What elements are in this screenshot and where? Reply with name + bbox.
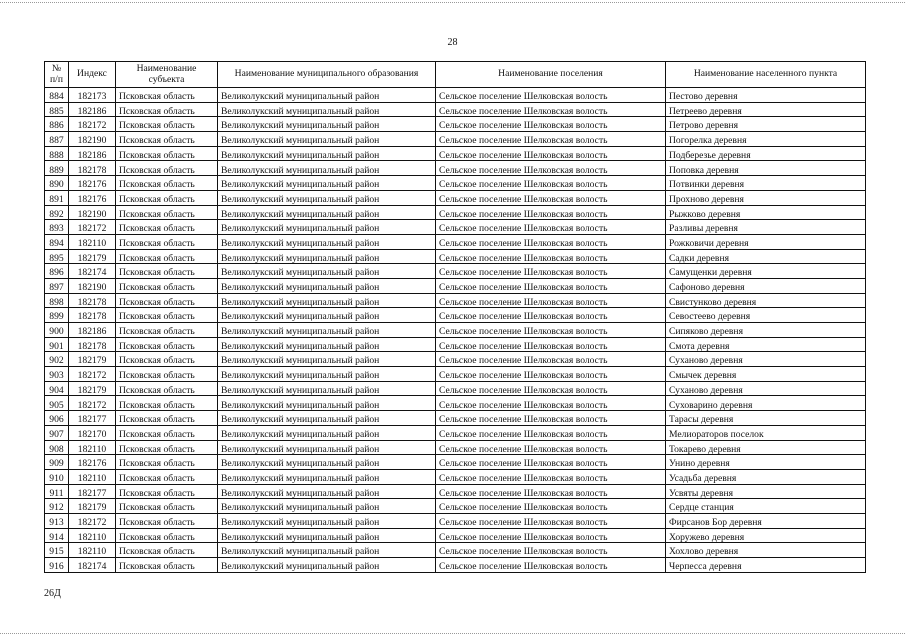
cell-num: 886 (45, 117, 69, 132)
cell-num: 913 (45, 513, 69, 528)
cell-subject: Псковская область (116, 293, 218, 308)
cell-subject: Псковская область (116, 425, 218, 440)
cell-municipality: Великолукский муниципальный район (218, 278, 436, 293)
cell-index: 182178 (69, 308, 116, 323)
cell-settlement: Сельское поселение Шелковская волость (436, 176, 666, 191)
cell-locality: Сердце станция (666, 499, 866, 514)
cell-num: 909 (45, 455, 69, 470)
cell-municipality: Великолукский муниципальный район (218, 352, 436, 367)
cell-settlement: Сельское поселение Шелковская волость (436, 205, 666, 220)
cell-locality: Погорелка деревня (666, 132, 866, 147)
cell-locality: Рожковичи деревня (666, 234, 866, 249)
cell-num: 893 (45, 220, 69, 235)
scan-edge-bottom (0, 633, 905, 634)
cell-num: 908 (45, 440, 69, 455)
cell-settlement: Сельское поселение Шелковская волость (436, 425, 666, 440)
cell-index: 182176 (69, 455, 116, 470)
cell-subject: Псковская область (116, 323, 218, 338)
cell-subject: Псковская область (116, 161, 218, 176)
cell-locality: Самущенки деревня (666, 264, 866, 279)
cell-num: 906 (45, 411, 69, 426)
table-row (45, 249, 866, 264)
cell-locality: Севостеево деревня (666, 308, 866, 323)
cell-index: 182172 (69, 117, 116, 132)
cell-locality: Суховарино деревня (666, 396, 866, 411)
cell-subject: Псковская область (116, 220, 218, 235)
table-row (45, 308, 866, 323)
cell-locality: Поповка деревня (666, 161, 866, 176)
settlements-table (44, 61, 866, 573)
cell-settlement: Сельское поселение Шелковская волость (436, 234, 666, 249)
cell-municipality: Великолукский муниципальный район (218, 220, 436, 235)
cell-municipality: Великолукский муниципальный район (218, 264, 436, 279)
table-row (45, 528, 866, 543)
cell-locality: Хоружево деревня (666, 528, 866, 543)
table-row (45, 190, 866, 205)
cell-index: 182179 (69, 249, 116, 264)
cell-municipality: Великолукский муниципальный район (218, 308, 436, 323)
cell-index: 182186 (69, 323, 116, 338)
cell-index: 182176 (69, 190, 116, 205)
table-header-row (45, 62, 866, 88)
table-row (45, 367, 866, 382)
cell-locality: Сипяково деревня (666, 323, 866, 338)
cell-settlement: Сельское поселение Шелковская волость (436, 455, 666, 470)
cell-locality: Смычек деревня (666, 367, 866, 382)
cell-index: 182174 (69, 558, 116, 573)
cell-settlement: Сельское поселение Шелковская волость (436, 146, 666, 161)
cell-municipality: Великолукский муниципальный район (218, 513, 436, 528)
table-row (45, 234, 866, 249)
cell-num: 905 (45, 396, 69, 411)
cell-locality: Фирсанов Бор деревня (666, 513, 866, 528)
table-row (45, 425, 866, 440)
cell-num: 896 (45, 264, 69, 279)
cell-subject: Псковская область (116, 367, 218, 382)
cell-locality: Разливы деревня (666, 220, 866, 235)
header-locality: Наименование населенного пункта (666, 62, 866, 88)
cell-index: 182177 (69, 411, 116, 426)
cell-subject: Псковская область (116, 543, 218, 558)
cell-num: 915 (45, 543, 69, 558)
cell-subject: Псковская область (116, 308, 218, 323)
cell-subject: Псковская область (116, 528, 218, 543)
cell-municipality: Великолукский муниципальный район (218, 337, 436, 352)
cell-locality: Суханово деревня (666, 381, 866, 396)
scan-edge-top (0, 2, 905, 3)
footer-code: 26Д (44, 588, 61, 599)
cell-municipality: Великолукский муниципальный район (218, 558, 436, 573)
cell-index: 182190 (69, 278, 116, 293)
cell-settlement: Сельское поселение Шелковская волость (436, 308, 666, 323)
cell-num: 895 (45, 249, 69, 264)
cell-municipality: Великолукский муниципальный район (218, 161, 436, 176)
table-row (45, 499, 866, 514)
table-row (45, 117, 866, 132)
cell-subject: Псковская область (116, 117, 218, 132)
table-row (45, 411, 866, 426)
cell-subject: Псковская область (116, 205, 218, 220)
cell-settlement: Сельское поселение Шелковская волость (436, 220, 666, 235)
cell-num: 891 (45, 190, 69, 205)
cell-settlement: Сельское поселение Шелковская волость (436, 513, 666, 528)
cell-municipality: Великолукский муниципальный район (218, 176, 436, 191)
cell-num: 894 (45, 234, 69, 249)
cell-index: 182110 (69, 234, 116, 249)
cell-locality: Пестово деревня (666, 88, 866, 103)
cell-settlement: Сельское поселение Шелковская волость (436, 323, 666, 338)
cell-num: 902 (45, 352, 69, 367)
cell-municipality: Великолукский муниципальный район (218, 367, 436, 382)
cell-index: 182190 (69, 205, 116, 220)
cell-index: 182110 (69, 543, 116, 558)
cell-settlement: Сельское поселение Шелковская волость (436, 161, 666, 176)
cell-locality: Черпесса деревня (666, 558, 866, 573)
cell-locality: Садки деревня (666, 249, 866, 264)
table-row (45, 278, 866, 293)
table-row (45, 264, 866, 279)
cell-subject: Псковская область (116, 440, 218, 455)
cell-municipality: Великолукский муниципальный район (218, 425, 436, 440)
cell-index: 182179 (69, 352, 116, 367)
cell-settlement: Сельское поселение Шелковская волость (436, 528, 666, 543)
cell-locality: Смота деревня (666, 337, 866, 352)
cell-index: 182178 (69, 337, 116, 352)
cell-locality: Токарево деревня (666, 440, 866, 455)
cell-municipality: Великолукский муниципальный район (218, 102, 436, 117)
cell-num: 899 (45, 308, 69, 323)
table-row (45, 440, 866, 455)
cell-num: 887 (45, 132, 69, 147)
cell-index: 182173 (69, 88, 116, 103)
cell-index: 182172 (69, 220, 116, 235)
cell-subject: Псковская область (116, 411, 218, 426)
cell-num: 889 (45, 161, 69, 176)
cell-num: 892 (45, 205, 69, 220)
table-row (45, 323, 866, 338)
cell-subject: Псковская область (116, 396, 218, 411)
cell-settlement: Сельское поселение Шелковская волость (436, 117, 666, 132)
cell-settlement: Сельское поселение Шелковская волость (436, 88, 666, 103)
cell-index: 182174 (69, 264, 116, 279)
cell-subject: Псковская область (116, 484, 218, 499)
cell-municipality: Великолукский муниципальный район (218, 323, 436, 338)
table-row (45, 469, 866, 484)
cell-index: 182178 (69, 161, 116, 176)
table-row (45, 558, 866, 573)
cell-subject: Псковская область (116, 249, 218, 264)
cell-settlement: Сельское поселение Шелковская волость (436, 367, 666, 382)
cell-subject: Псковская область (116, 278, 218, 293)
cell-index: 182110 (69, 469, 116, 484)
cell-settlement: Сельское поселение Шелковская волость (436, 381, 666, 396)
cell-subject: Псковская область (116, 381, 218, 396)
table-row (45, 146, 866, 161)
header-num: № п/п (45, 62, 69, 88)
cell-subject: Псковская область (116, 455, 218, 470)
cell-settlement: Сельское поселение Шелковская волость (436, 352, 666, 367)
cell-subject: Псковская область (116, 176, 218, 191)
cell-num: 888 (45, 146, 69, 161)
cell-municipality: Великолукский муниципальный район (218, 205, 436, 220)
cell-municipality: Великолукский муниципальный район (218, 117, 436, 132)
cell-settlement: Сельское поселение Шелковская волость (436, 249, 666, 264)
cell-subject: Псковская область (116, 146, 218, 161)
cell-subject: Псковская область (116, 234, 218, 249)
table-row (45, 396, 866, 411)
cell-settlement: Сельское поселение Шелковская волость (436, 440, 666, 455)
cell-locality: Сафоново деревня (666, 278, 866, 293)
table-row (45, 513, 866, 528)
cell-index: 182110 (69, 440, 116, 455)
cell-municipality: Великолукский муниципальный район (218, 484, 436, 499)
cell-index: 182172 (69, 367, 116, 382)
cell-index: 182178 (69, 293, 116, 308)
cell-locality: Унино деревня (666, 455, 866, 470)
table-row (45, 132, 866, 147)
cell-locality: Рыжково деревня (666, 205, 866, 220)
cell-subject: Псковская область (116, 558, 218, 573)
page-number: 28 (447, 37, 458, 48)
cell-subject: Псковская область (116, 337, 218, 352)
cell-num: 890 (45, 176, 69, 191)
cell-municipality: Великолукский муниципальный район (218, 469, 436, 484)
table-row (45, 220, 866, 235)
cell-num: 898 (45, 293, 69, 308)
cell-municipality: Великолукский муниципальный район (218, 249, 436, 264)
cell-municipality: Великолукский муниципальный район (218, 381, 436, 396)
cell-locality: Суханово деревня (666, 352, 866, 367)
cell-index: 182110 (69, 528, 116, 543)
cell-municipality: Великолукский муниципальный район (218, 543, 436, 558)
cell-subject: Псковская область (116, 264, 218, 279)
table-row (45, 352, 866, 367)
cell-num: 911 (45, 484, 69, 499)
cell-subject: Псковская область (116, 132, 218, 147)
cell-subject: Псковская область (116, 499, 218, 514)
cell-subject: Псковская область (116, 102, 218, 117)
cell-settlement: Сельское поселение Шелковская волость (436, 132, 666, 147)
table-row (45, 161, 866, 176)
cell-settlement: Сельское поселение Шелковская волость (436, 278, 666, 293)
header-index: Индекс (69, 62, 116, 88)
cell-settlement: Сельское поселение Шелковская волость (436, 411, 666, 426)
cell-num: 903 (45, 367, 69, 382)
header-settlement: Наименование поселения (436, 62, 666, 88)
cell-locality: Тарасы деревня (666, 411, 866, 426)
cell-municipality: Великолукский муниципальный район (218, 396, 436, 411)
cell-municipality: Великолукский муниципальный район (218, 440, 436, 455)
cell-municipality: Великолукский муниципальный район (218, 190, 436, 205)
cell-num: 897 (45, 278, 69, 293)
cell-settlement: Сельское поселение Шелковская волость (436, 293, 666, 308)
cell-index: 182186 (69, 102, 116, 117)
cell-locality: Прохново деревня (666, 190, 866, 205)
cell-locality: Петреево деревня (666, 102, 866, 117)
cell-index: 182190 (69, 132, 116, 147)
cell-num: 904 (45, 381, 69, 396)
cell-index: 182170 (69, 425, 116, 440)
cell-locality: Усвяты деревня (666, 484, 866, 499)
cell-index: 182172 (69, 513, 116, 528)
cell-municipality: Великолукский муниципальный район (218, 234, 436, 249)
header-subject: Наименование субъекта (116, 62, 218, 88)
cell-settlement: Сельское поселение Шелковская волость (436, 102, 666, 117)
cell-num: 916 (45, 558, 69, 573)
cell-settlement: Сельское поселение Шелковская волость (436, 396, 666, 411)
cell-settlement: Сельское поселение Шелковская волость (436, 190, 666, 205)
table-row (45, 455, 866, 470)
header-municipality: Наименование муниципального образования (218, 62, 436, 88)
cell-subject: Псковская область (116, 469, 218, 484)
cell-index: 182179 (69, 499, 116, 514)
cell-municipality: Великолукский муниципальный район (218, 528, 436, 543)
cell-subject: Псковская область (116, 190, 218, 205)
cell-settlement: Сельское поселение Шелковская волость (436, 484, 666, 499)
cell-settlement: Сельское поселение Шелковская волость (436, 337, 666, 352)
cell-index: 182172 (69, 396, 116, 411)
cell-index: 182176 (69, 176, 116, 191)
table-row (45, 543, 866, 558)
cell-num: 901 (45, 337, 69, 352)
table-body (45, 88, 866, 573)
cell-settlement: Сельское поселение Шелковская волость (436, 264, 666, 279)
cell-municipality: Великолукский муниципальный район (218, 132, 436, 147)
cell-municipality: Великолукский муниципальный район (218, 146, 436, 161)
cell-num: 900 (45, 323, 69, 338)
cell-num: 907 (45, 425, 69, 440)
cell-locality: Потвинки деревня (666, 176, 866, 191)
table-row (45, 102, 866, 117)
cell-municipality: Великолукский муниципальный район (218, 411, 436, 426)
cell-num: 885 (45, 102, 69, 117)
table-row (45, 88, 866, 103)
cell-index: 182177 (69, 484, 116, 499)
cell-municipality: Великолукский муниципальный район (218, 499, 436, 514)
cell-num: 884 (45, 88, 69, 103)
cell-index: 182186 (69, 146, 116, 161)
cell-settlement: Сельское поселение Шелковская волость (436, 469, 666, 484)
table-row (45, 293, 866, 308)
cell-municipality: Великолукский муниципальный район (218, 455, 436, 470)
table-row (45, 484, 866, 499)
cell-num: 912 (45, 499, 69, 514)
table-row (45, 381, 866, 396)
table-row (45, 337, 866, 352)
cell-settlement: Сельское поселение Шелковская волость (436, 499, 666, 514)
cell-locality: Свистунково деревня (666, 293, 866, 308)
cell-subject: Псковская область (116, 352, 218, 367)
cell-subject: Псковская область (116, 513, 218, 528)
table-row (45, 205, 866, 220)
cell-locality: Петрово деревня (666, 117, 866, 132)
cell-num: 914 (45, 528, 69, 543)
table-row (45, 176, 866, 191)
cell-locality: Усадьба деревня (666, 469, 866, 484)
cell-settlement: Сельское поселение Шелковская волость (436, 558, 666, 573)
cell-municipality: Великолукский муниципальный район (218, 88, 436, 103)
cell-subject: Псковская область (116, 88, 218, 103)
cell-num: 910 (45, 469, 69, 484)
cell-settlement: Сельское поселение Шелковская волость (436, 543, 666, 558)
cell-municipality: Великолукский муниципальный район (218, 293, 436, 308)
cell-locality: Мелиораторов поселок (666, 425, 866, 440)
cell-locality: Подберезье деревня (666, 146, 866, 161)
cell-locality: Хохлово деревня (666, 543, 866, 558)
cell-index: 182179 (69, 381, 116, 396)
